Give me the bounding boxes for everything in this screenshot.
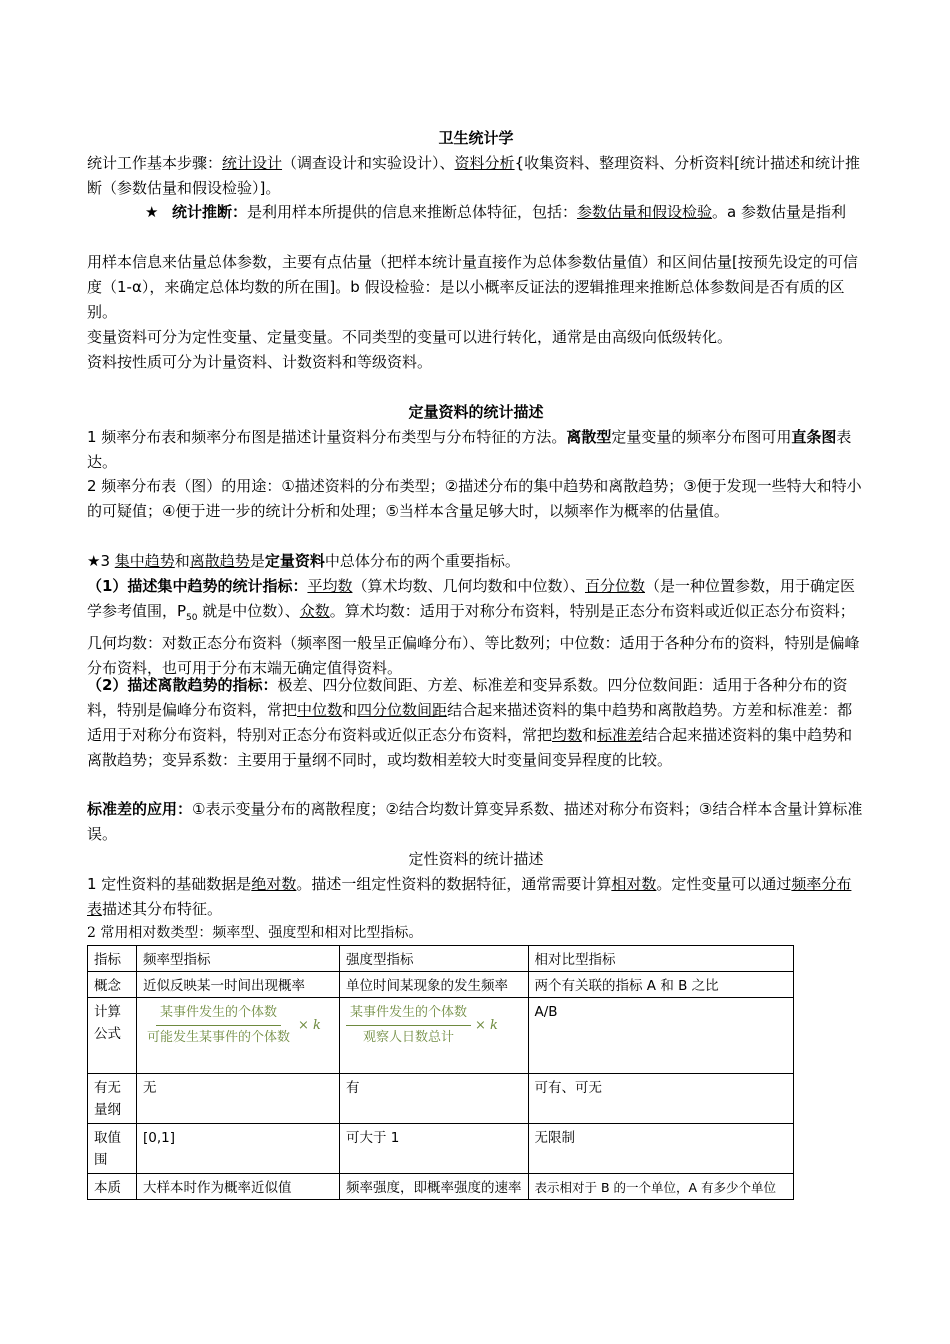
table-cell: [0,1] xyxy=(137,1124,340,1174)
table-cell: 表示相对于 B 的一个单位，A 有多少个单位 xyxy=(528,1174,793,1200)
term-statistical-design: 统计设计 xyxy=(222,154,283,172)
table-cell: 可有、可无 xyxy=(528,1074,793,1124)
quant-paragraph-1: 1 频率分布表和频率分布图是描述计量资料分布类型与分布特征的方法。离散型定量变量的频率分布图可用直条图表达。 xyxy=(87,428,852,471)
table-cell: 大样本时作为概率近似值 xyxy=(137,1174,340,1200)
relative-number-table xyxy=(87,945,794,1200)
table-header-cell: 强度型指标 xyxy=(340,946,529,972)
table-cell: 无 xyxy=(137,1074,340,1124)
term-data-analysis: 资料分析 xyxy=(454,154,515,172)
table-cell: 无限制 xyxy=(528,1124,793,1174)
term-estimation-testing: 参数估量和假设检验 xyxy=(577,203,713,221)
table-cell: 近似反映某一时间出现概率 xyxy=(137,972,340,998)
document-page: 卫生统计学 统计工作基本步骤：统计设计（调查设计和实验设计）、资料分析{收集资料、整理资料、分析资料[统计描述和统计推断（参数估量和假设检验）]。 ★ 统计推断：是利用样本所提供的信息来推断总体特征，包括：参数估量和假设检验。a 参数估量是指利 用样本信息来估量总体参数，主要有点估量（把样本统计量直接作为总体参数估量值）和区间估量[按预先设定的可信度（1-α），来确定总体均数的所在围]。b 假设检验：是以小概率反证法的逻辑推理来推断总体参数间是否有质的区别。 变量资料可分为定性变量、定量变量。不同类型的变量可以进行转化，通常是由高级向低级转化。 资料按性质可分为计量资料、计数资料和等级资料。 定量资料的统计描述 1 频率分布表和频率分布图是描述计量资料分布类型与分布特征的方法。离散型定量变量的频率分布图可用直条图表达。 2 频率分布表（图）的用途：①描述资料的分布类型；②描述分布的集中趋势和离散趋势；③便于发现一些特大和特小的可疑值；④便于进一步的统计分析和处理；⑤当样本含量足够大时，以频率作为概率的估量值。 ★3 集中趋势和离散趋势是定量资料中总体分布的两个重要指标。 （1）描述集中趋势的统计指标：平均数（算术均数、几何均数和中位数）、百分位数（是一种位置参数，用于确定医学参考值围，$P_{50}$ 就是中位数）、众数。算术均数：适用于对称分布资料，特别是正态分布资料或近似正态分布资料；几何均数：对数正态分布资料（频率图一般呈正偏峰分布）、等比数列；中位数：适用于各种分布的资料，特别是偏峰分布资料，也可用于分布末端无确定值得资料。 （2）描述离散趋势的指标：极差、四分位数间距、方差、标准差和变异系数。四分位数间距：适用于各种分布的资料，特别是偏峰分布资料，常把中位数和四分位数间距结合起来描述资料的集中趋势和离散趋势。方差和标准差：都适用于对称分布资料，特别对正态分布资料或近似正态分布资料，常把均数和标准差结合起来描述资料的集中趋势和离散趋势；变异系数：主要用于量纲不同时，或均数相差较大时变量间变异程度的比较。 标准差的应用：①表示变量分布的离散程度；②结合均数计算变异系数、描述对称分布资料；③结合样本含量计算标准误。 定性资料的统计描述 1 定性资料的基础数据是绝对数。描述一组定性资料的数据特征，通常需要计算相对数。定性变量可以通过频率分布表描述其分布特征。 2 常用相对数类型：频率型、强度型和相对比型指标。 指标 频率型指标 强度型指标 相对比型指标 概念 近似反映某一时间出现概率 单位时间某现象的发生频率 两个有关联的指标 A 和 B 之比 计算公式 $\frac{\text{某事件发生的个体数}}{\text{可能发生某事件的个体数}}$ × k $\frac{\text{某事件发生的个体数}}{\text{观察人日数总计}}$ × k A/B 有无量纲 无 有 可有、可无 取值围 [0,1] 可大于 1 无限制 本质 大样本时作为概率近似值 频率强度，即概率强度的速率 表示相对于 B 的一个单位，A 有多少个单位 xyxy=(0,0,950,1344)
section-heading-qualitative: 定性资料的统计描述 xyxy=(408,850,544,868)
table-header-cell: 指标 xyxy=(88,946,137,972)
table-row xyxy=(88,972,794,998)
table-row xyxy=(88,1074,794,1124)
table-header-cell: 相对比型指标 xyxy=(528,946,793,972)
table-row xyxy=(88,1124,794,1174)
table-cell: 本质 xyxy=(88,1174,137,1200)
table-cell-formula xyxy=(340,998,529,1074)
table-cell: 有 xyxy=(340,1074,529,1124)
table-cell: 概念 xyxy=(88,972,137,998)
table-row xyxy=(88,1174,794,1200)
table-cell: 可大于 1 xyxy=(340,1124,529,1174)
table-cell: A/B xyxy=(528,998,793,1074)
section-heading-quantitative: 定量资料的统计描述 xyxy=(408,403,544,421)
intro-paragraph-4: 资料按性质可分为计量资料、计数资料和等级资料。 xyxy=(87,353,433,371)
quant-paragraph-3: ★3 集中趋势和离散趋势是定量资料中总体分布的两个重要指标。 xyxy=(87,552,520,570)
quant-paragraph-central-tendency: （1）描述集中趋势的统计指标：平均数（算术均数、几何均数和中位数）、百分位数（是一种位置参数，用于确定医学参考值围，$P_{50}$ 就是中位数）、众数。算术均数：适用于对称分布资料，特别是正态分布资料或近似正态分布资料；几何均数：对数正态分布资料（频率图一般呈正偏峰分布）、等比数列；中位数：适用于各种分布的资料，特别是偏峰分布资料，也可用于分布末端无确定值得资料。 xyxy=(87,577,860,677)
table-header-cell: 频率型指标 xyxy=(137,946,340,972)
table-cell: 频率强度，即概率强度的速率 xyxy=(340,1174,529,1200)
table-cell: 取值围 xyxy=(88,1124,137,1174)
table-header-row xyxy=(88,946,794,972)
table-cell: 计算公式 xyxy=(88,998,137,1074)
table-cell: 有无量纲 xyxy=(88,1074,137,1124)
table-row xyxy=(88,998,794,1074)
intro-paragraph-3: 变量资料可分为定性变量、定量变量。不同类型的变量可以进行转化，通常是由高级向低级转化。 xyxy=(87,328,733,346)
table-cell: 单位时间某现象的发生频率 xyxy=(340,972,529,998)
qual-paragraph-2: 2 常用相对数类型：频率型、强度型和相对比型指标。 xyxy=(87,925,423,941)
intro-paragraph-2: 用样本信息来估量总体参数，主要有点估量（把样本统计量直接作为总体参数估量值）和区间估量[按预先设定的可信度（1-α），来确定总体均数的所在围]。b 假设检验：是以小概率反证法的逻辑推理来推断总体参数间是否有质的区别。 xyxy=(87,253,858,321)
intensity-formula: $\frac{\text{某事件发生的个体数}}{\text{观察人日数总计}}$ × k xyxy=(346,1002,498,1049)
intro-paragraph-1: 统计工作基本步骤：统计设计（调查设计和实验设计）、资料分析{收集资料、整理资料、分析资料[统计描述和统计推断（参数估量和假设检验）]。 xyxy=(87,154,860,197)
star-icon: ★ xyxy=(145,203,159,221)
table-cell: 两个有关联的指标 A 和 B 之比 xyxy=(528,972,793,998)
frequency-formula: $\frac{\text{某事件发生的个体数}}{\text{可能发生某事件的个体数}}$ × k xyxy=(143,1002,321,1049)
qual-paragraph-1: 1 定性资料的基础数据是绝对数。描述一组定性资料的数据特征，通常需要计算相对数。定性变量可以通过频率分布表描述其分布特征。 xyxy=(87,875,852,918)
quant-paragraph-dispersion: （2）描述离散趋势的指标：极差、四分位数间距、方差、标准差和变异系数。四分位数间距：适用于各种分布的资料，特别是偏峰分布资料，常把中位数和四分位数间距结合起来描述资料的集中趋势和离散趋势。方差和标准差：都适用于对称分布资料，特别对正态分布资料或近似正态分布资料，常把均数和标准差结合起来描述资料的集中趋势和离散趋势；变异系数：主要用于量纲不同时，或均数相差较大时变量间变异程度的比较。 xyxy=(87,676,853,769)
quant-paragraph-sd-application: 标准差的应用：①表示变量分布的离散程度；②结合均数计算变异系数、描述对称分布资料；③结合样本含量计算标准误。 xyxy=(87,800,863,843)
quant-paragraph-2: 2 频率分布表（图）的用途：①描述资料的分布类型；②描述分布的集中趋势和离散趋势；③便于发现一些特大和特小的可疑值；④便于进一步的统计分析和处理；⑤当样本含量足够大时，以频率作为概率的估量值。 xyxy=(87,477,862,520)
document-title: 卫生统计学 xyxy=(438,129,514,147)
table-cell-formula xyxy=(137,998,340,1074)
